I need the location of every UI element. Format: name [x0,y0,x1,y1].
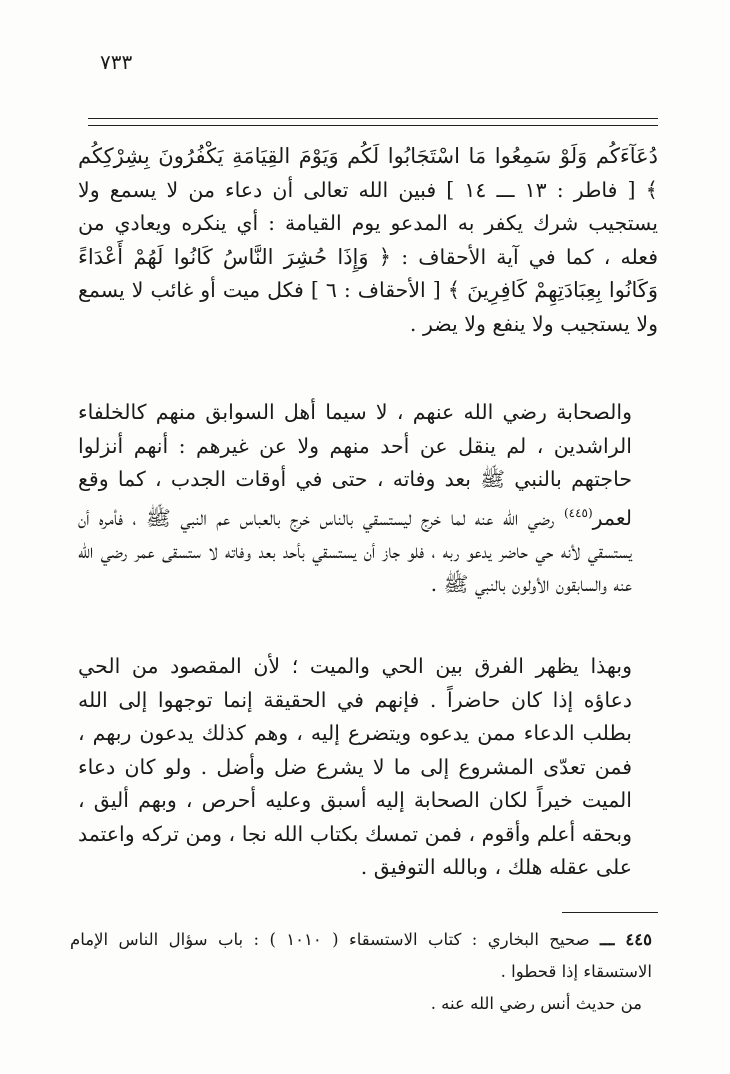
quran-verse-fatir: دُعَآءَكُم وَلَوْ سَمِعُوا مَا اسْتَجَابُوا لَكُم وَيَوْمَ القِيَامَةِ يَكْفُرُونَ بِشِرْكِكُم ﴾ [78,144,658,202]
page-number: ٧٣٣ [100,50,133,74]
paragraph-2 [78,396,658,602]
quran-verse-ahqaf: ﴿ وَإِذَا حُشِرَ النَّاسُ كَانُوا لَهُمْ أَعْدَاءً وَكَانُوا بِعِبَادَتِهِمْ كَافِرِينَ ﴾ [78,244,658,302]
paragraph-text: فكل ميت أو غائب لا يسمع ولا يستجيب ولا ينفع ولا يضر . [78,278,658,336]
footnote [70,924,658,1020]
paragraph-text: وبهذا يظهر الفرق بين الحي والميت ؛ لأن المقصود من الحي دعاؤه إذا كان حاضراً . فإنهم في الحقيقة إنما توجهوا إلى الله بطلب الدعاء ممن يدعوه ويتضرع إليه ، وهم كذلك يدعون ربهم ، فمن تعدّى المشروع إلى ما لا يشرع ضل وأضل . ولو كان دعاء الميت خيراً لكان الصحابة إليه أسبق وعليه أحرص ، وبهم أليق ، وبحقه أعلم وأقوم ، فمن تمسك بكتاب الله نجا ، ومن تركه واعتمد على عقله هلك ، وبالله التوفيق . [78,654,632,879]
paragraph-text: والصحابة رضي الله عنهم ، لا سيما أهل السوابق منهم كالخلفاء الراشدين ، لم ينقل عن أحد منهم ولا عن غيرهم : أنهم أنزلوا حاجتهم بالنبي ﷺ بعد وفاته ، حتى في أوقات الجدب ، كما وقع لعمر [78,400,632,530]
footnote-reference: (٤٤٥) [563,505,593,520]
footnote-number: ٤٤٥ ـــ [600,930,652,949]
header-rule-bottom [88,125,658,126]
footnote-text: من حديث أنس رضي الله عنه . [430,994,642,1013]
verse-reference-ahqaf: [ الأحقاف : ٦ ] [310,278,441,302]
footnote-text: صحيح البخاري : كتاب الاستسقاء ( ١٠١٠ ) : باب سؤال الناس الإمام الاستسقاء إذا قحطوا . [70,930,652,981]
paragraph-text: رضي الله عنه لما خرج ليستسقي بالناس خرج بالعباس عم النبي ﷺ ، فأمره أن يستسقي لأنه حي حاضر يدعو ربه ، فلو جاز أن يستسقي بأحد بعد وفاته لا ستسقى عمر رضي الله عنه والسابقون الأولون بالنبي ﷺ . [78,505,632,597]
verse-reference-fatir: [ فاطر : ١٣ ـــ ١٤ ] [446,177,636,202]
paragraph-text: فبين الله تعالى أن دعاء من لا يسمع ولا يستجيب شرك يكفر به المدعو يوم القيامة : أي ينكره ويعادي من فعله ، كما في آية الأحقاف : [78,177,658,269]
footnote-separator [562,912,658,913]
paragraph-1 [78,140,658,341]
header-rule-top [88,118,658,119]
paragraph-3 [78,650,658,885]
